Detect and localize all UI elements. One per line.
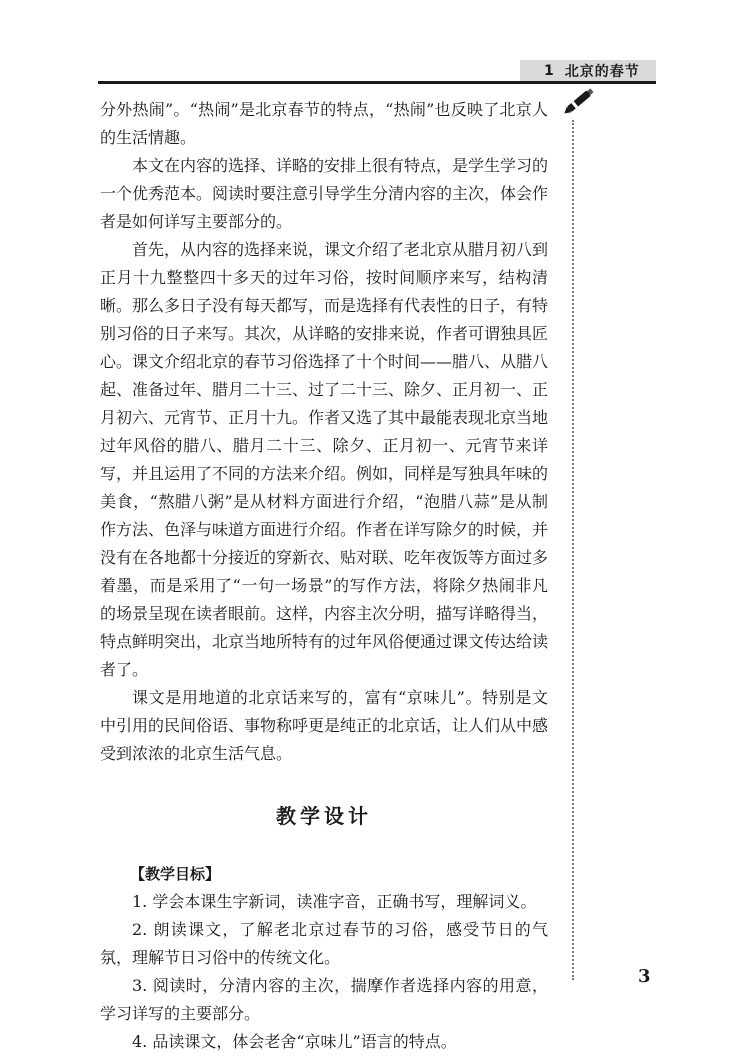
goals-heading: 【教学目标】 (130, 865, 221, 883)
goal-item: 2. 朗读课文，了解老北京过春节的习俗，感受节日的气氛，理解节日习俗中的传统文化。 (100, 920, 548, 967)
chapter-number: 1 (544, 63, 555, 79)
margin-dotted-line (572, 120, 574, 980)
goal-item: 4. 品读课文，体会老舍“京味儿”语言的特点。 (132, 1032, 457, 1051)
page-number: 3 (638, 966, 651, 987)
goal-item: 1. 学会本课生字新词，读准字音，正确书写，理解词义。 (132, 892, 537, 911)
page-body (100, 96, 548, 1056)
goal-item: 3. 阅读时，分清内容的主次，揣摩作者选择内容的用意，学习详写的主要部分。 (100, 976, 548, 1023)
pen-icon (560, 84, 600, 118)
paragraph: 本文在内容的选择、详略的安排上很有特点，是学生学习的一个优秀范本。阅读时要注意引导学生分清内容的主次，体会作者是如何详写主要部分的。 (100, 156, 549, 231)
paragraph: 分外热闹”。“热闹”是北京春节的特点，“热闹”也反映了北京人的生活情趣。 (100, 100, 548, 147)
chapter-title: 北京的春节 (564, 64, 640, 80)
section-title: 教学设计 (276, 804, 372, 828)
chapter-header (520, 60, 656, 82)
paragraph: 首先，从内容的选择来说，课文介绍了老北京从腊月初八到正月十九整整四十多天的过年习俗，按时间顺序来写，结构清晰。那么多日子没有每天都写，而是选择有代表性的日子，有特别习俗的日子来写。其次，从详略的安排来说，作者可谓独具匠心。课文介绍北京的春节习俗选择了十个时间——腊八、从腊八起、准备过年、腊月二十三、过了二十三、除夕、正月初一、正月初六、元宵节、正月十九。作者又选了其中最能表现北京当地过年风俗的腊八、腊月二十三、除夕、正月初一、元宵节来详写，并且运用了不同的方法来介绍。例如，同样是写独具年味的美食，“熬腊八粥”是从材料方面进行介绍，“泡腊八蒜”是从制作方法、色泽与味道方面进行介绍。作者在详写除夕的时候，并没有在各地都十分接近的穿新衣、贴对联、吃年夜饭等方面过多着墨，而是采用了“一句一场景”的写作方法，将除夕热闹非凡的场景呈现在读者眼前。这样，内容主次分明，描写详略得当，特点鲜明突出，北京当地所特有的过年风俗便通过课文传达给读者了。 (100, 240, 549, 679)
paragraph: 课文是用地道的北京话来写的，富有“京味儿”。特别是文中引用的民间俗语、事物称呼更是纯正的北京话，让人们从中感受到浓浓的北京生活气息。 (100, 688, 549, 763)
